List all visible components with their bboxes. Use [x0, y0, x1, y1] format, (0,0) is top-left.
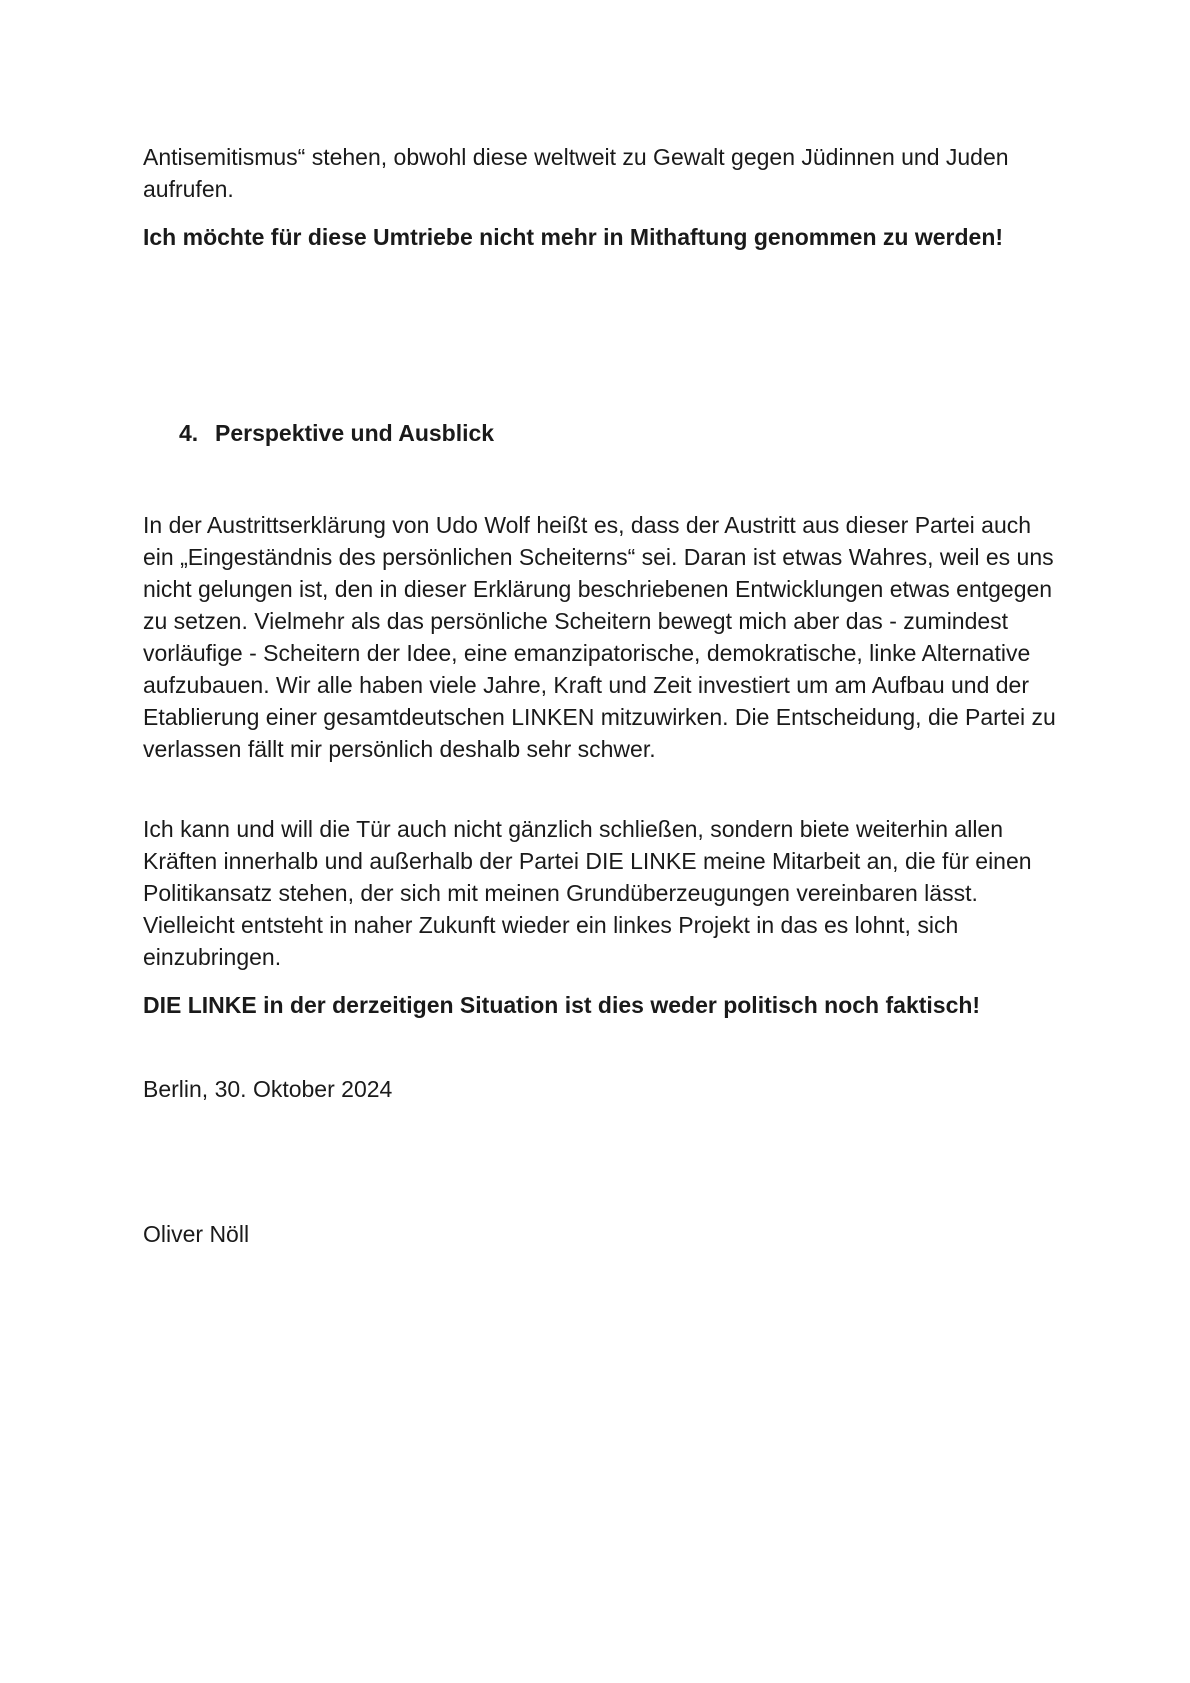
paragraph-1: In der Austrittserklärung von Udo Wolf heißt es, dass der Austritt aus dieser Partei auch ein „Eingeständnis des persönlichen Scheiterns“ sei. Daran ist etwas Wahres, weil es uns nicht gelungen ist, den in dieser Erklärung beschriebenen Entwicklungen etwas entgegen zu setzen. Vielmehr als das persönliche Scheitern bewegt mich aber das - zumindest vorläufige - Scheitern der Idee, eine emanzipatorische, demokratische, linke Alternative aufzubauen. Wir alle haben viele Jahre, Kraft und Zeit investiert um am Aufbau und der Etablierung einer gesamtdeutschen LINKEN mitzuwirken. Die Entscheidung, die Partei zu verlassen fällt mir persönlich deshalb sehr schwer. — [143, 512, 1056, 762]
document-page — [143, 141, 1063, 1250]
section-number: 4. — [179, 420, 199, 446]
closing-statement: DIE LINKE in der derzeitigen Situation ist dies weder politisch noch faktisch! — [143, 992, 981, 1018]
signature: Oliver Nöll — [143, 1221, 250, 1247]
place-date: Berlin, 30. Oktober 2024 — [143, 1076, 393, 1102]
section-title: Perspektive und Ausblick — [215, 420, 495, 446]
intro-statement: Ich möchte für diese Umtriebe nicht mehr in Mithaftung genommen zu werden! — [143, 224, 1004, 250]
intro-paragraph: Antisemitismus“ stehen, obwohl diese weltweit zu Gewalt gegen Jüdinnen und Juden aufrufen. — [143, 144, 1009, 202]
section-heading — [143, 417, 1063, 449]
paragraph-2: Ich kann und will die Tür auch nicht gänzlich schließen, sondern biete weiterhin allen Kräften innerhalb und außerhalb der Partei DIE LINKE meine Mitarbeit an, die für einen Politikansatz stehen, der sich mit meinen Grundüberzeugungen vereinbaren lässt. Vielleicht entsteht in naher Zukunft wieder ein linkes Projekt in das es lohnt, sich einzubringen. — [143, 816, 1032, 970]
